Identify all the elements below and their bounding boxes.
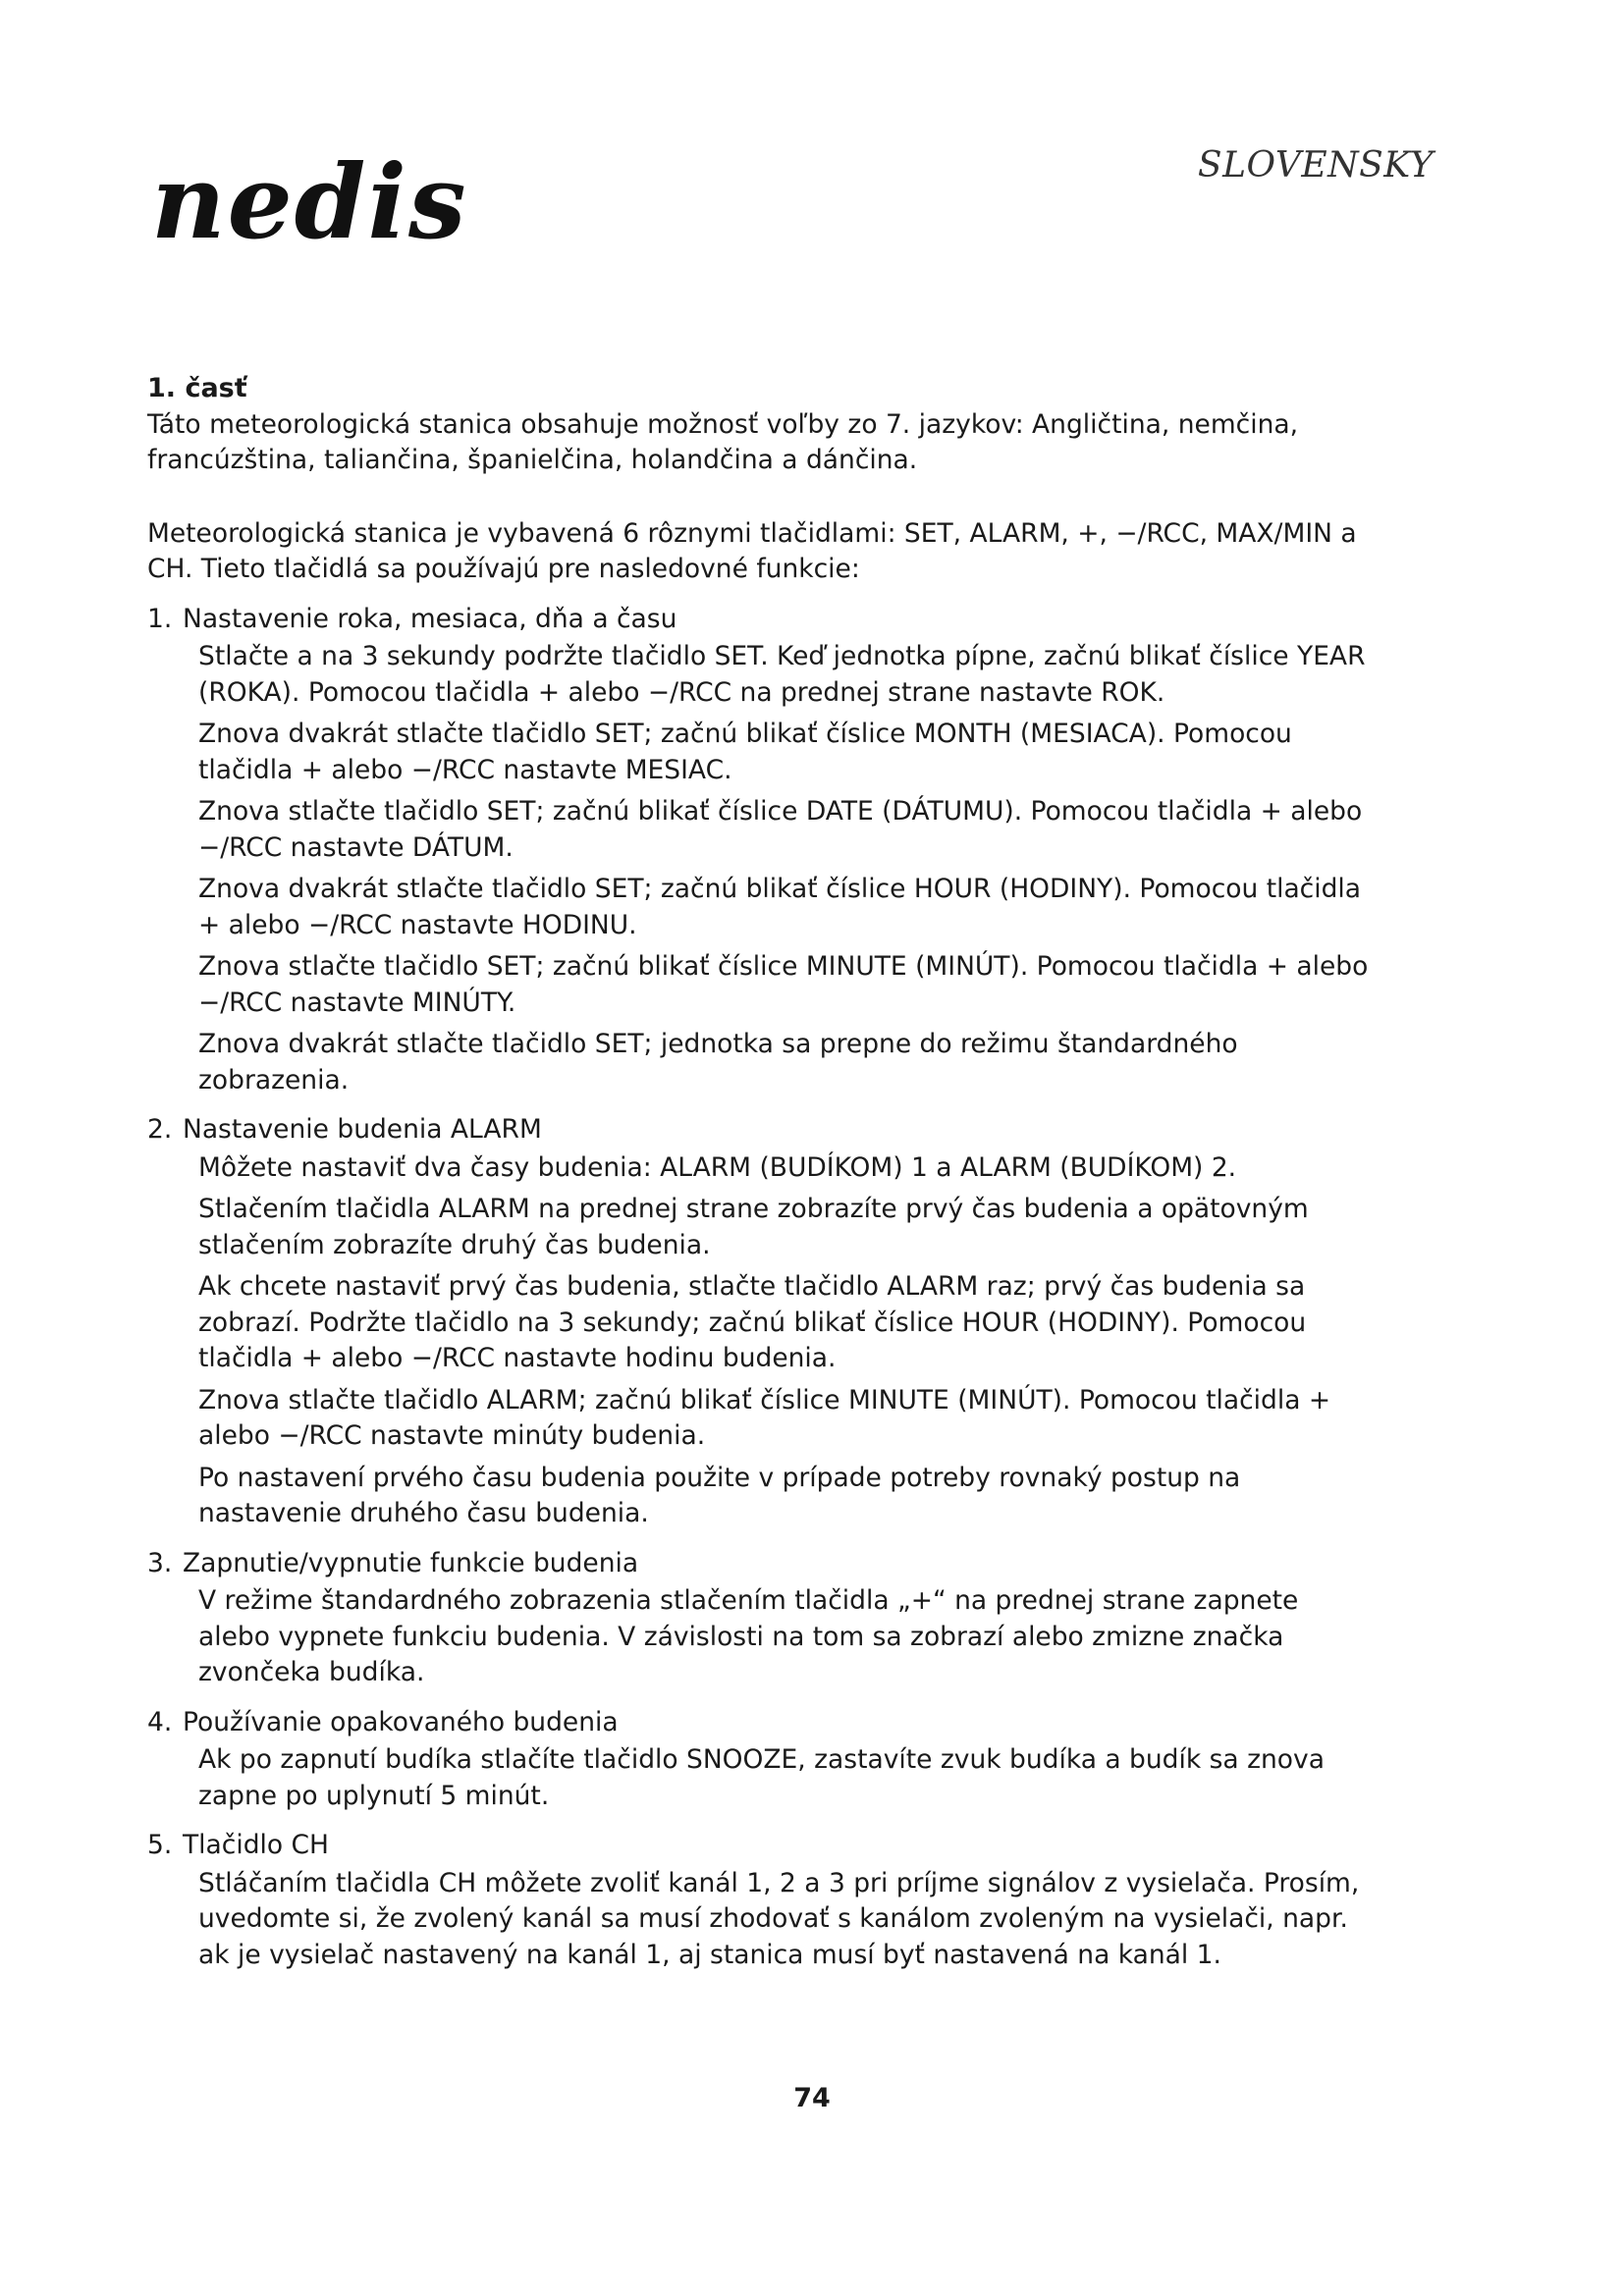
item-number: 2. — [147, 1114, 173, 1145]
item-number: 3. — [147, 1547, 173, 1578]
list-item — [147, 1546, 1375, 1691]
document-body — [147, 371, 1375, 1973]
item-number: 4. — [147, 1706, 173, 1737]
item-title: Tlačidlo CH — [183, 1830, 329, 1860]
item-paragraph: Znova stlačte tlačidlo SET; začnú blikať číslice MINUTE (MINÚT). Pomocou tlačidla + alebo −/RCC nastavte MINÚTY. — [198, 951, 1369, 1018]
logo-text: nedis — [151, 147, 468, 262]
item-paragraph: Stláčaním tlačidla CH môžete zvoliť kanál 1, 2 a 3 pri príjme signálov z vysielača. Prosím, uvedomte si, že zvolený kanál sa musí zhodovať s kanálom zvoleným na vysielači, napr. ak je vysielač nastavený na kanál 1, aj stanica musí byť nastavená na kanál 1. — [198, 1867, 1360, 1970]
buttons-intro-paragraph: Meteorologická stanica je vybavená 6 rôznymi tlačidlami: SET, ALARM, +, −/RCC, MAX/MIN a CH. Tieto tlačidlá sa používajú pre nasledovné funkcie: — [147, 517, 1357, 584]
item-paragraph: Znova stlačte tlačidlo SET; začnú blikať číslice DATE (DÁTUMU). Pomocou tlačidla + alebo −/RCC nastavte DÁTUM. — [198, 796, 1363, 863]
item-number: 5. — [147, 1830, 173, 1860]
item-paragraph: Môžete nastaviť dva časy budenia: ALARM (BUDÍKOM) 1 a ALARM (BUDÍKOM) 2. — [198, 1151, 1237, 1183]
item-title: Používanie opakovaného budenia — [183, 1706, 619, 1737]
list-item — [147, 1705, 1375, 1815]
page-number: 74 — [793, 2083, 831, 2113]
item-paragraph: Znova dvakrát stlačte tlačidlo SET; jednotka sa prepne do režimu štandardného zobrazenia. — [198, 1029, 1238, 1095]
list-item — [147, 1112, 1375, 1532]
intro-paragraph: Táto meteorologická stanica obsahuje možnosť voľby zo 7. jazykov: Angličtina, nemčina, francúzština, taliančina, španielčina, holandčina a dánčina. — [147, 408, 1299, 475]
nedis-logo-mark — [147, 147, 579, 265]
language-label: SLOVENSKY — [1197, 145, 1434, 186]
list-item — [147, 602, 1375, 1099]
item-paragraph: Stlačením tlačidla ALARM na prednej strane zobrazíte prvý čas budenia a opätovným stlačením zobrazíte druhý čas budenia. — [198, 1194, 1309, 1260]
item-title: Zapnutie/vypnutie funkcie budenia — [183, 1547, 639, 1578]
item-paragraph: Ak po zapnutí budíka stlačíte tlačidlo SNOOZE, zastavíte zvuk budíka a budík sa znova zapne po uplynutí 5 minút. — [198, 1744, 1325, 1811]
item-title: Nastavenie roka, mesiaca, dňa a času — [183, 603, 677, 634]
item-number: 1. — [147, 603, 173, 634]
item-title: Nastavenie budenia ALARM — [183, 1114, 542, 1145]
list-item — [147, 1828, 1375, 1973]
item-paragraph: Znova dvakrát stlačte tlačidlo SET; začnú blikať číslice MONTH (MESIACA). Pomocou tlačidla + alebo −/RCC nastavte MESIAC. — [198, 719, 1292, 785]
item-paragraph: Znova stlačte tlačidlo ALARM; začnú blikať číslice MINUTE (MINÚT). Pomocou tlačidla + alebo −/RCC nastavte minúty budenia. — [198, 1384, 1331, 1451]
item-paragraph: Znova dvakrát stlačte tlačidlo SET; začnú blikať číslice HOUR (HODINY). Pomocou tlačidla + alebo −/RCC nastavte HODINU. — [198, 874, 1362, 940]
item-paragraph: Stlačte a na 3 sekundy podržte tlačidlo SET. Keď jednotka pípne, začnú blikať číslice YEAR (ROKA). Pomocou tlačidla + alebo −/RCC na prednej strane nastavte ROK. — [198, 641, 1366, 708]
nedis-logo — [147, 147, 579, 265]
item-paragraph: V režime štandardného zobrazenia stlačením tlačidla „+“ na prednej strane zapnete alebo vypnete funkciu budenia. V závislosti na tom sa zobrazí alebo zmizne značka zvončeka budíka. — [198, 1585, 1299, 1687]
section-title: 1. časť — [147, 373, 247, 403]
item-paragraph: Po nastavení prvého času budenia použite v prípade potreby rovnaký postup na nastavenie druhého času budenia. — [198, 1462, 1241, 1528]
item-paragraph: Ak chcete nastaviť prvý čas budenia, stlačte tlačidlo ALARM raz; prvý čas budenia sa zobrazí. Podržte tlačidlo na 3 sekundy; začnú blikať číslice HOUR (HODINY). Pomocou tlačidla + alebo −/RCC nastavte hodinu budenia. — [198, 1271, 1307, 1373]
